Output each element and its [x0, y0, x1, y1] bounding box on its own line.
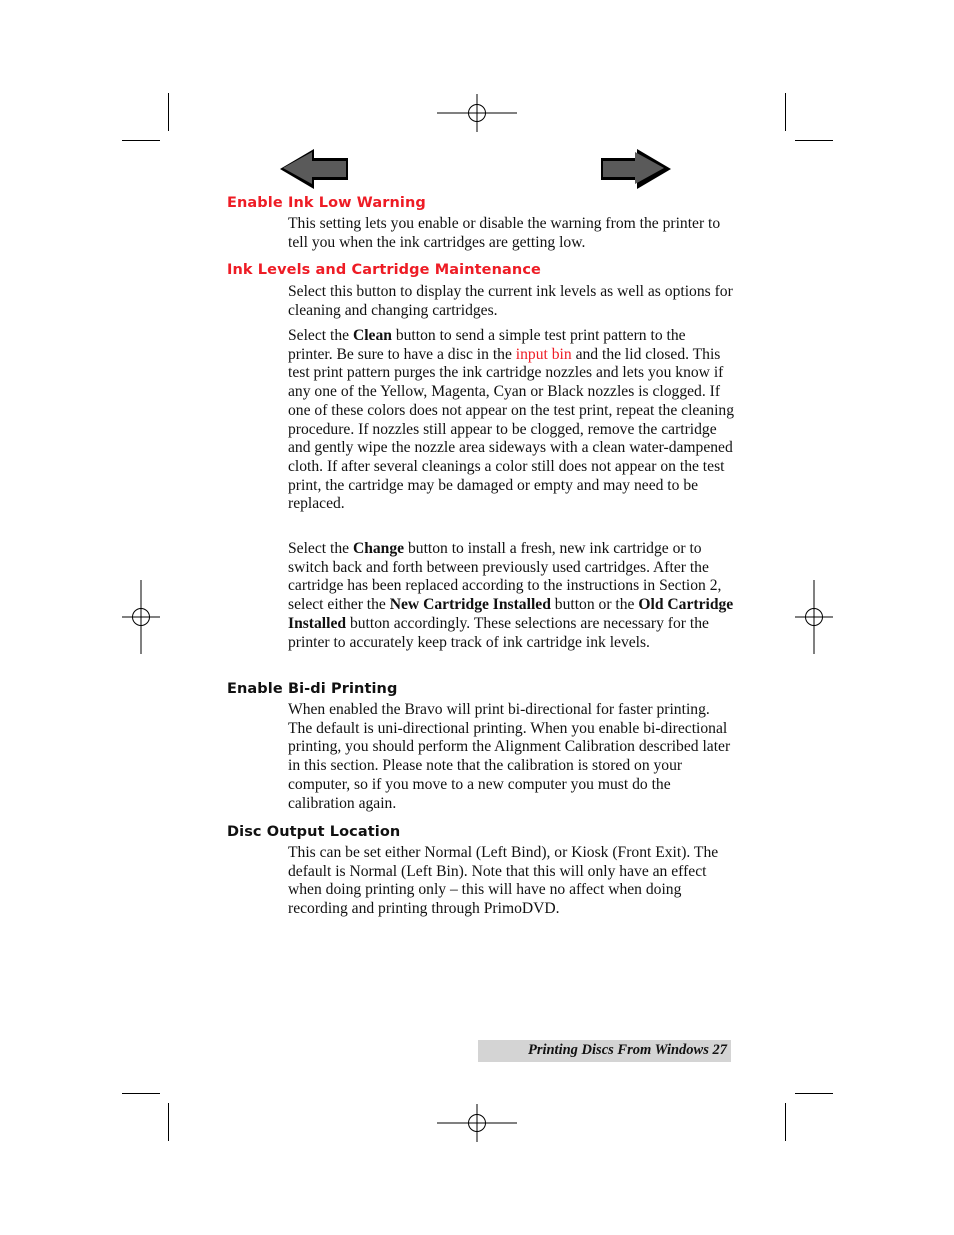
change-term: Change [352, 540, 405, 557]
paragraph-ink-low-warning: This setting lets you enable or disable the warning from the printer to tell you when the ink cartridges are getting low. [288, 215, 721, 251]
section-heading-disc-output: Disc Output Location [227, 824, 401, 840]
paragraph-disc-output: This can be set either Normal (Left Bind), or Kiosk (Front Exit). The default is Normal (Left Bin). Note that this will only have an effect when doing printing only – this will have no affect when doing recording and printing through PrimoDVD. [288, 844, 719, 918]
crop-mark-top-left-horizontal [122, 140, 160, 141]
footer-page-label: Printing Discs From Windows 27 [527, 1042, 727, 1058]
section-heading-bidi-printing: Enable Bi-di Printing [227, 681, 398, 697]
arrow-right-icon[interactable] [600, 148, 672, 192]
input-bin-link[interactable]: input bin [515, 345, 572, 363]
crop-mark-top-right-horizontal [795, 140, 833, 141]
crop-mark-bottom-left-horizontal [122, 1093, 160, 1094]
crop-mark-top-left-vertical [168, 93, 169, 131]
registration-mark-top-icon [437, 94, 517, 132]
new-cartridge-term: New Cartridge Installed [389, 596, 551, 614]
old-cartridge-term: Old Cartridge Installed [288, 596, 734, 632]
paragraph-ink-levels-intro: Select this button to display the current ink levels as well as options for cleaning and changing cartridges. [288, 283, 733, 319]
clean-term: Clean [352, 327, 392, 344]
arrow-left-icon[interactable] [279, 148, 351, 192]
paragraph-clean-button: Select the Clean button to send a simple test print pattern to the printer. Be sure to have a disc in the input bin and the lid closed. This test print pattern purges the ink cartridge nozzles and lets you know if any one of the Yellow, Magenta, Cyan or Black nozzles is clogged. If one of these colors does not appear on the test print, repeat the cleaning procedure. If nozzles still appear to be clogged, remove the cartridge and gently wipe the nozzle area sideways with a clean water-dampened cloth. If after several cleanings a color still does not appear on the test print, the cartridge may be damaged or empty and may need to be replaced. [288, 327, 734, 513]
crop-mark-top-right-vertical [785, 93, 786, 131]
crop-mark-bottom-left-vertical [168, 1103, 169, 1141]
registration-mark-right-icon [795, 580, 833, 654]
paragraph-bidi-printing: When enabled the Bravo will print bi-directional for faster printing. The default is uni-directional printing. When you enable bi-directional printing, you should perform the Alignment Calibration described later in this section. Please note that the calibration is stored on your computer, so if you move to a new computer you must do the calibration again. [288, 701, 731, 812]
crop-mark-bottom-right-horizontal [795, 1093, 833, 1094]
page-footer [478, 1040, 731, 1062]
crop-mark-bottom-right-vertical [785, 1103, 786, 1141]
registration-mark-bottom-icon [437, 1104, 517, 1142]
paragraph-change-button: Select the Change button to install a fresh, new ink cartridge or to switch back and forth between previously used cartridges. After the cartridge has been replaced according to the instructions in Section 2, select either the New Cartridge Installed button or the Old Cartridge Installed button accordingly. These selections are necessary for the printer to accurately keep track of ink cartridge ink levels. [288, 540, 734, 651]
section-heading-ink-levels: Ink Levels and Cartridge Maintenance [227, 262, 541, 278]
registration-mark-left-icon [122, 580, 160, 654]
section-heading-ink-low-warning: Enable Ink Low Warning [227, 195, 426, 211]
